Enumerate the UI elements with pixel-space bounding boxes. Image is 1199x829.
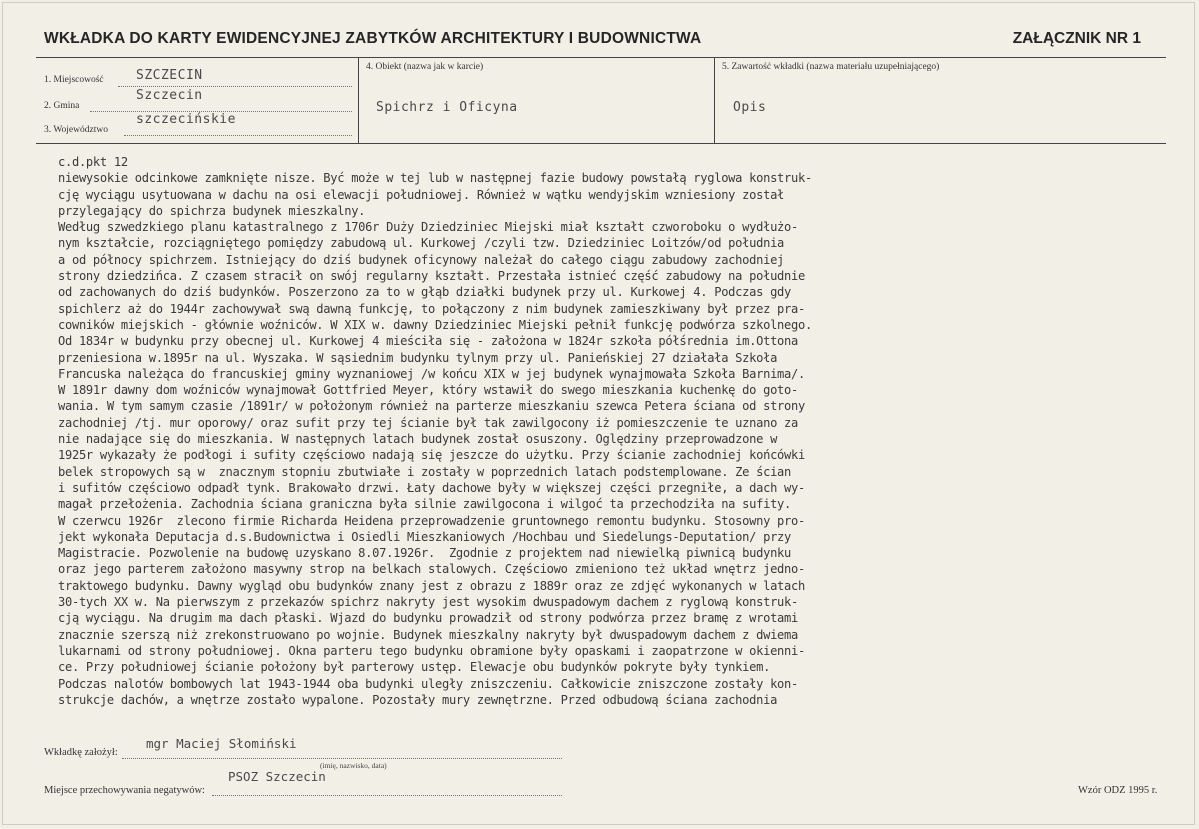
text-line: zachodniej /tj. mur oporowy/ oraz sufit przy tej ścianie był tak zawilgocony iż pomieszczenie te uznano za xyxy=(58,415,798,430)
storage-line xyxy=(212,795,562,796)
text-line: znacznie szerszą niż zrekonstruowano po wojnie. Budynek mieszkalny nakryty był dwuspadowym dachem z dwiema xyxy=(58,627,798,642)
text-line: nym kształcie, rozciągniętego pomiędzy zabudową ul. Kurkowej /czyli tzw. Dziedziniec Loitzów/od południa xyxy=(58,236,785,251)
text-line: 1925r wykazały że podłogi i sufity częściowo nadają się jeszcze do użytku. Przy ścianie zachodniej końcówki xyxy=(58,448,805,463)
text-line: strukcje dachów, a wnętrze zostało wypalone. Pozostały mury zewnętrzne. Przed odbudową ściana zachodnia xyxy=(58,692,778,707)
text-line: c.d.pkt 12 xyxy=(58,155,128,169)
text-line: cowników miejskich - głównie woźniców. W XIX w. dawny Dziedziniec Miejski pełnił funkcję podwórza szkolnego. xyxy=(58,317,812,332)
author-hint: (imię, nazwisko, data) xyxy=(320,761,387,770)
text-line: W czerwcu 1926r zlecono firmie Richarda Heidena przeprowadzenie gruntownego remontu budynku. Stosowny pro- xyxy=(58,513,805,528)
text-line: ce. Przy południowej ścianie położony był parterowy ustęp. Elewacje obu budynków pokryte były tynkiem. xyxy=(58,660,771,675)
text-line: przylegający do spichrza budynek mieszkalny. xyxy=(58,203,366,218)
typed-description xyxy=(58,154,1168,708)
annex-number: ZAŁĄCZNIK NR 1 xyxy=(1012,30,1141,47)
storage-value: PSOZ Szczecin xyxy=(228,769,326,784)
text-line: jekt wykonała Deputacja d.s.Budownictwa i Osiedli Mieszkaniowych /Hochbau und Siedelungs-Deputation/ przy xyxy=(58,529,792,544)
object-value: Spichrz i Oficyna xyxy=(376,100,518,115)
text-line: i sufitów częściowo odpadł tynk. Brakowało drzwi. Łaty dachowe były w większej części przegniłe, a dach wy- xyxy=(58,480,805,495)
text-line: a od północy spichrzem. Istniejący do dziś budynek oficynowy należał do całego ciągu zabudowy zachodniej xyxy=(58,252,785,267)
header-bottom-rule xyxy=(36,143,1166,144)
text-line: oraz jego parterem założono masywny strop na belkach stalowych. Częściowo zmieniono też układ wnętrz jedno- xyxy=(58,562,805,577)
voivodeship-label: 3. Województwo xyxy=(44,125,108,135)
text-line: 30-tych XX w. Na pierwszym z przekazów spichrz nakryty jest wysokim dwuspadowym dachem z ryglową konstruk- xyxy=(58,595,798,610)
text-line: Od 1834r w budynku przy obecnej ul. Kurkowej 4 mieściła się - założona w 1824r szkoła półśrednia im.Ottona xyxy=(58,334,798,349)
text-line: traktowego budynku. Dawny wygląd obu budynków znany jest z obrazu z 1889r oraz ze zdjęć wykonanych w latach xyxy=(58,578,805,593)
text-line: niewysokie odcinkowe zamknięte nisze. Być może w tej lub w następnej fazie budowy powstałą ryglowa konstruk- xyxy=(58,171,812,186)
text-line: Magistracie. Pozwolenie na budowę uzyskano 8.07.1926r. Zgodnie z projektem nad niewielką piwnicą budynku xyxy=(58,546,792,561)
voivodeship-value: szczecińskie xyxy=(136,112,236,127)
form-code: Wzór ODZ 1995 r. xyxy=(1078,785,1158,796)
text-line: lukarnami od strony południowej. Okna parteru tego budynku obramione były opaskami i zaopatrzone w okienni- xyxy=(58,643,805,658)
commune-label: 2. Gmina xyxy=(44,101,80,111)
locality-label: 1. Miejscowość xyxy=(44,75,104,85)
text-line: cję wyciągu usytuowana w dachu na osi elewacji południowej. Również w wątku wendyjskim wzniesiony został xyxy=(58,187,785,202)
text-line: Francuska należąca do francuskiej gminy wyznaniowej /w końcu XIX w jej budynek wynajmowała Szkoła Barnima/. xyxy=(58,366,805,381)
object-label: 4. Obiekt (nazwa jak w karcie) xyxy=(366,62,484,72)
header-top-rule xyxy=(36,57,1166,58)
column-divider-1 xyxy=(358,58,359,143)
text-line: przeniesiona w.1895r na ul. Wyszaka. W sąsiednim budynku tylnym przy ul. Panieńskiej 27 działała Szkoła xyxy=(58,350,778,365)
text-line: magał przełożenia. Zachodnia ściana graniczna była silnie zawilgocona i wilgoć ta przechodziła na sufity. xyxy=(58,497,792,512)
text-line: od zachowanych do dziś budynków. Poszerzono za to w głąb działki budynek przy ul. Kurkowej 4. Podczas gdy xyxy=(58,285,792,300)
author-line xyxy=(122,758,562,759)
text-line: Według szwedzkiego planu katastralnego z 1706r Duży Dziedziniec Miejski miał kształt czworoboku o wydłużo- xyxy=(58,220,798,235)
text-line: belek stropowych są w znacznym stopniu zbutwiałe i zostały w poprzednich latach podstemplowane. Ze ścian xyxy=(58,464,792,479)
text-line: wania. W tym samym czasie /1891r/ w położonym również na parterze mieszkaniu szewca Petera ściana od strony xyxy=(58,399,805,414)
locality-line xyxy=(118,86,352,87)
author-label: Wkładkę założył: xyxy=(44,747,118,758)
text-line: strony dziedzińca. Z czasem stracił on swój regularny kształt. Przestała istnieć część zabudowy na południe xyxy=(58,269,805,284)
text-line: Podczas nalotów bombowych lat 1943-1944 oba budynki uległy zniszczeniu. Całkowicie zniszczone zostały kon- xyxy=(58,676,798,691)
locality-value: SZCZECIN xyxy=(136,68,203,83)
text-line: W 1891r dawny dom woźniców wynajmował Gottfried Meyer, który wstawił do swego mieszkania kuchenkę do goto- xyxy=(58,383,798,398)
content-label: 5. Zawartość wkładki (nazwa materiału uzupełniającego) xyxy=(722,62,940,72)
text-line: cją wyciągu. Na drugim ma dach płaski. Wjazd do budynku prowadził od strony podwórza przez bramę z wrotami xyxy=(58,611,798,626)
text-line: spichlerz aż do 1944r zachowywał swą dawną funkcję, to połączony z nim budynek zamieszkiwany był przez pra- xyxy=(58,301,805,316)
form-title: WKŁADKA DO KARTY EWIDENCYJNEJ ZABYTKÓW ARCHITEKTURY I BUDOWNICTWA xyxy=(44,30,702,47)
column-divider-2 xyxy=(714,58,715,143)
content-value: Opis xyxy=(733,100,767,115)
author-value: mgr Maciej Słomiński xyxy=(146,736,297,751)
voivodeship-line xyxy=(124,135,352,136)
commune-value: Szczecin xyxy=(136,88,203,103)
storage-label: Miejsce przechowywania negatywów: xyxy=(44,785,205,796)
text-line: nie nadające się do mieszkania. W następnych latach budynek został osuszony. Oględziny przeprowadzone w xyxy=(58,432,778,447)
